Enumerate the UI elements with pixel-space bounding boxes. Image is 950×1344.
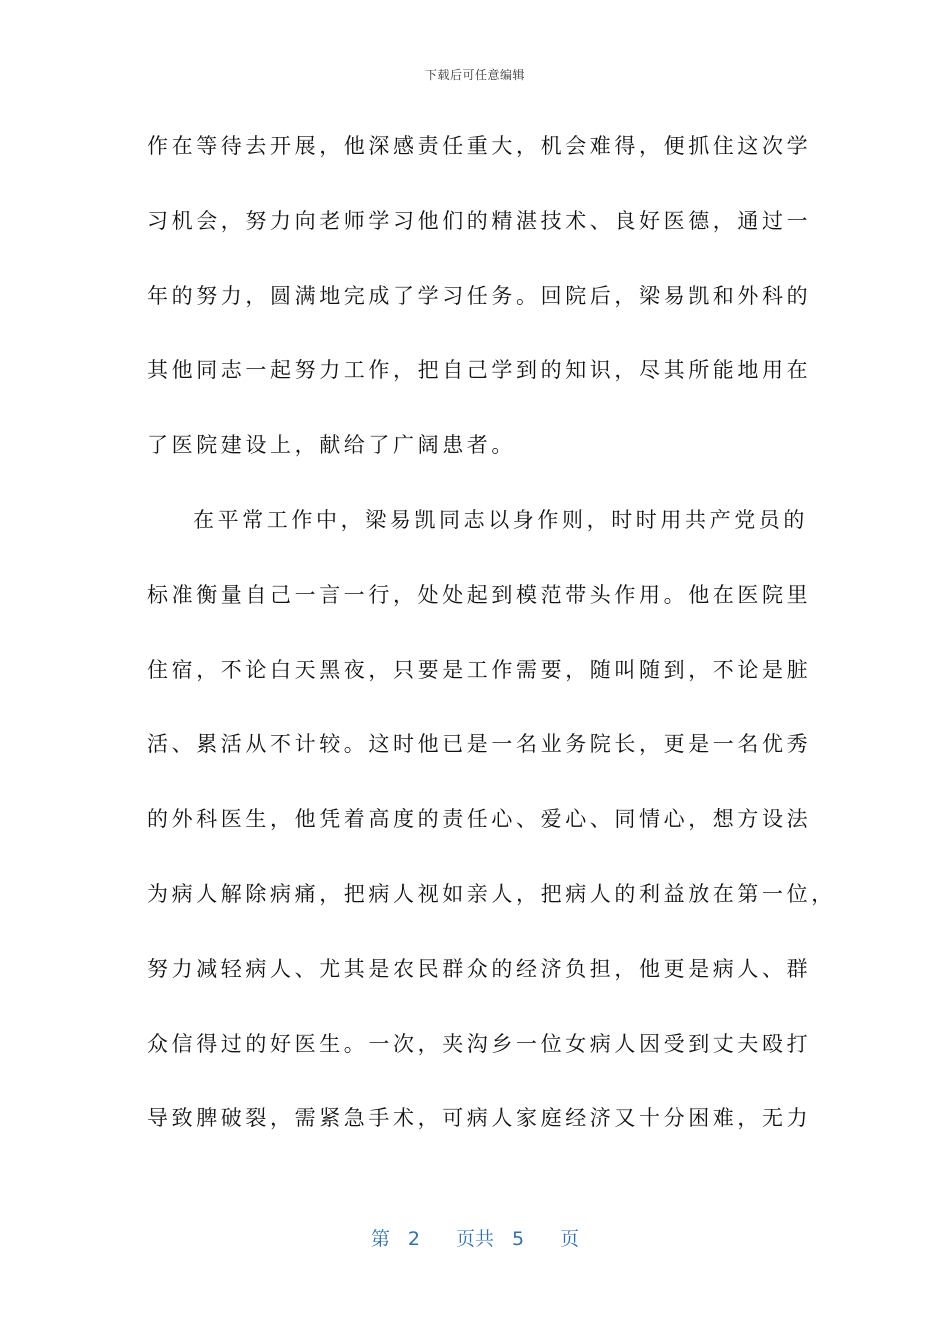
body-line: 努力减轻病人、尤其是农民群众的经济负担，他更是病人、群 xyxy=(147,956,812,981)
body-line: 年的努力，圆满地完成了学习任务。回院后，梁易凯和外科的 xyxy=(147,283,812,308)
body-line: 导致脾破裂，需紧急手术，可病人家庭经济又十分困难，无力 xyxy=(147,1106,812,1131)
body-line: 众信得过的好医生。一次，夹沟乡一位女病人因受到丈夫殴打 xyxy=(147,1031,812,1056)
page-prefix: 第 xyxy=(370,1228,390,1250)
body-line: 为病人解除病痛，把病人视如亲人，把病人的利益放在第一位， xyxy=(147,881,836,906)
total-pages: 5 xyxy=(512,1228,525,1250)
page-suffix: 页 xyxy=(560,1228,580,1250)
page-header-note: 下载后可任意编辑 xyxy=(424,68,525,82)
body-line: 了医院建设上，献给了广阔患者。 xyxy=(147,433,516,458)
page-middle: 页共 xyxy=(455,1228,494,1250)
body-line: 的外科医生，他凭着高度的责任心、爱心、同情心，想方设法 xyxy=(147,807,812,832)
body-line: 其他同志一起努力工作，把自己学到的知识，尽其所能地用在 xyxy=(147,358,812,383)
body-line: 习机会，努力向老师学习他们的精湛技术、良好医德，通过一 xyxy=(147,208,812,233)
page-number: 2 xyxy=(407,1228,420,1250)
document-body xyxy=(147,124,836,1171)
body-line: 住宿，不论白天黑夜，只要是工作需要，随叫随到，不论是脏 xyxy=(147,657,812,682)
page-footer xyxy=(0,1224,950,1251)
paragraph-start-line: 在平常工作中，梁易凯同志以身作则，时时用共产党员的 xyxy=(193,507,808,532)
body-line: 标准衡量自己一言一行，处处起到模范带头作用。他在医院里 xyxy=(147,582,812,607)
body-line: 活、累活从不计较。这时他已是一名业务院长，更是一名优秀 xyxy=(147,732,812,757)
body-line: 作在等待去开展，他深感责任重大，机会难得，便抓住这次学 xyxy=(147,134,812,158)
